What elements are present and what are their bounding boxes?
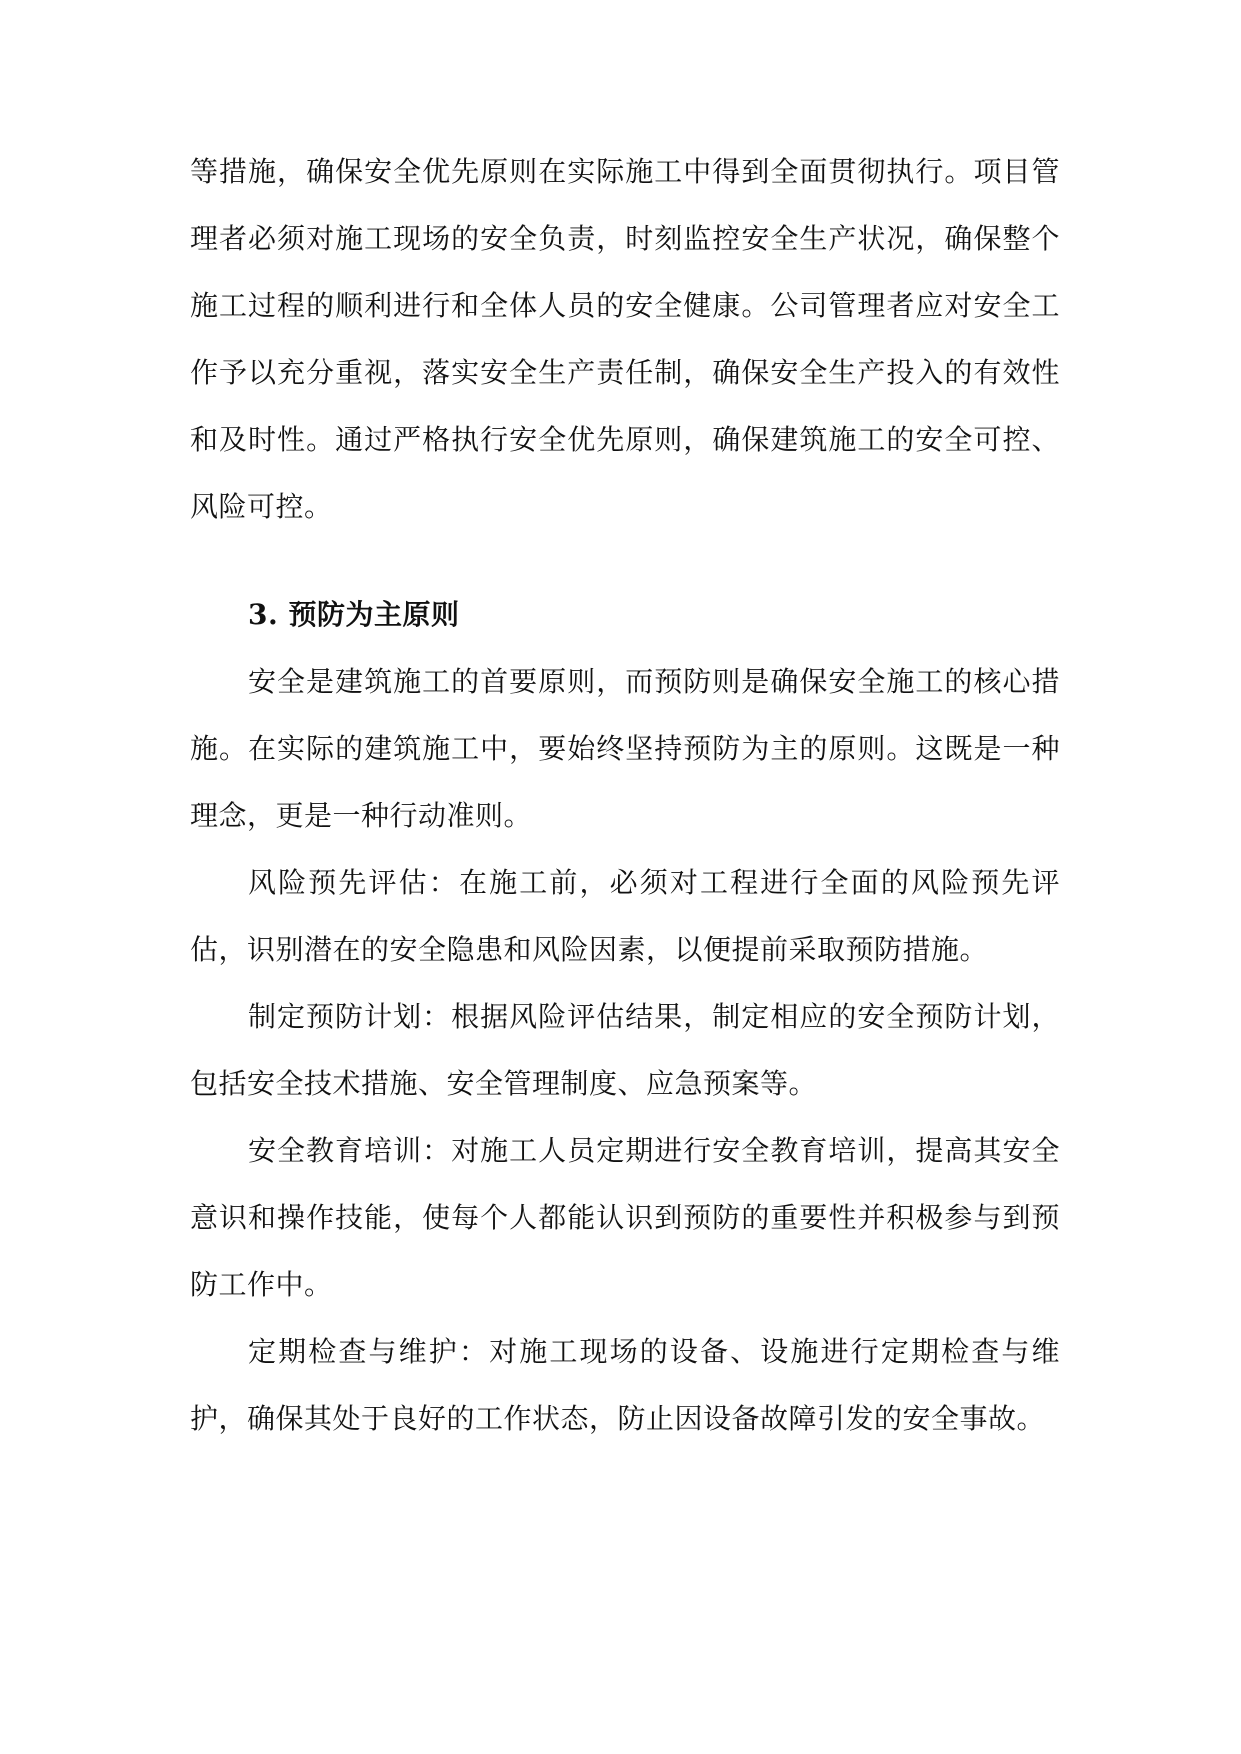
paragraph-inspection-maintenance: 定期检查与维护：对施工现场的设备、设施进行定期检查与维护，确保其处于良好的工作状态，防止因设备故障引发的安全事故。 bbox=[190, 1335, 1060, 1435]
paragraph-prevention-plan: 制定预防计划：根据风险评估结果，制定相应的安全预防计划，包括安全技术措施、安全管理制度、应急预案等。 bbox=[190, 1000, 1060, 1100]
paragraph-risk-assessment: 风险预先评估：在施工前，必须对工程进行全面的风险预先评估，识别潜在的安全隐患和风险因素，以便提前采取预防措施。 bbox=[190, 866, 1060, 966]
section-spacer bbox=[190, 540, 1060, 581]
continuation-paragraph: 等措施，确保安全优先原则在实际施工中得到全面贯彻执行。项目管理者必须对施工现场的安全负责，时刻监控安全生产状况，确保整个施工过程的顺利进行和全体人员的安全健康。公司管理者应对安全工作予以充分重视，落实安全生产责任制，确保安全生产投入的有效性和及时性。通过严格执行安全优先原则，确保建筑施工的安全可控、风险可控。 bbox=[190, 155, 1060, 523]
document-body bbox=[190, 138, 1060, 1452]
paragraph-safety-training: 安全教育培训：对施工人员定期进行安全教育培训，提高其安全意识和操作技能，使每个人都能认识到预防的重要性并积极参与到预防工作中。 bbox=[190, 1134, 1060, 1301]
paragraph-intro: 安全是建筑施工的首要原则，而预防则是确保安全施工的核心措施。在实际的建筑施工中，要始终坚持预防为主的原则。这既是一种理念，更是一种行动准则。 bbox=[190, 665, 1060, 832]
section-heading: 3. 预防为主原则 bbox=[248, 598, 460, 631]
